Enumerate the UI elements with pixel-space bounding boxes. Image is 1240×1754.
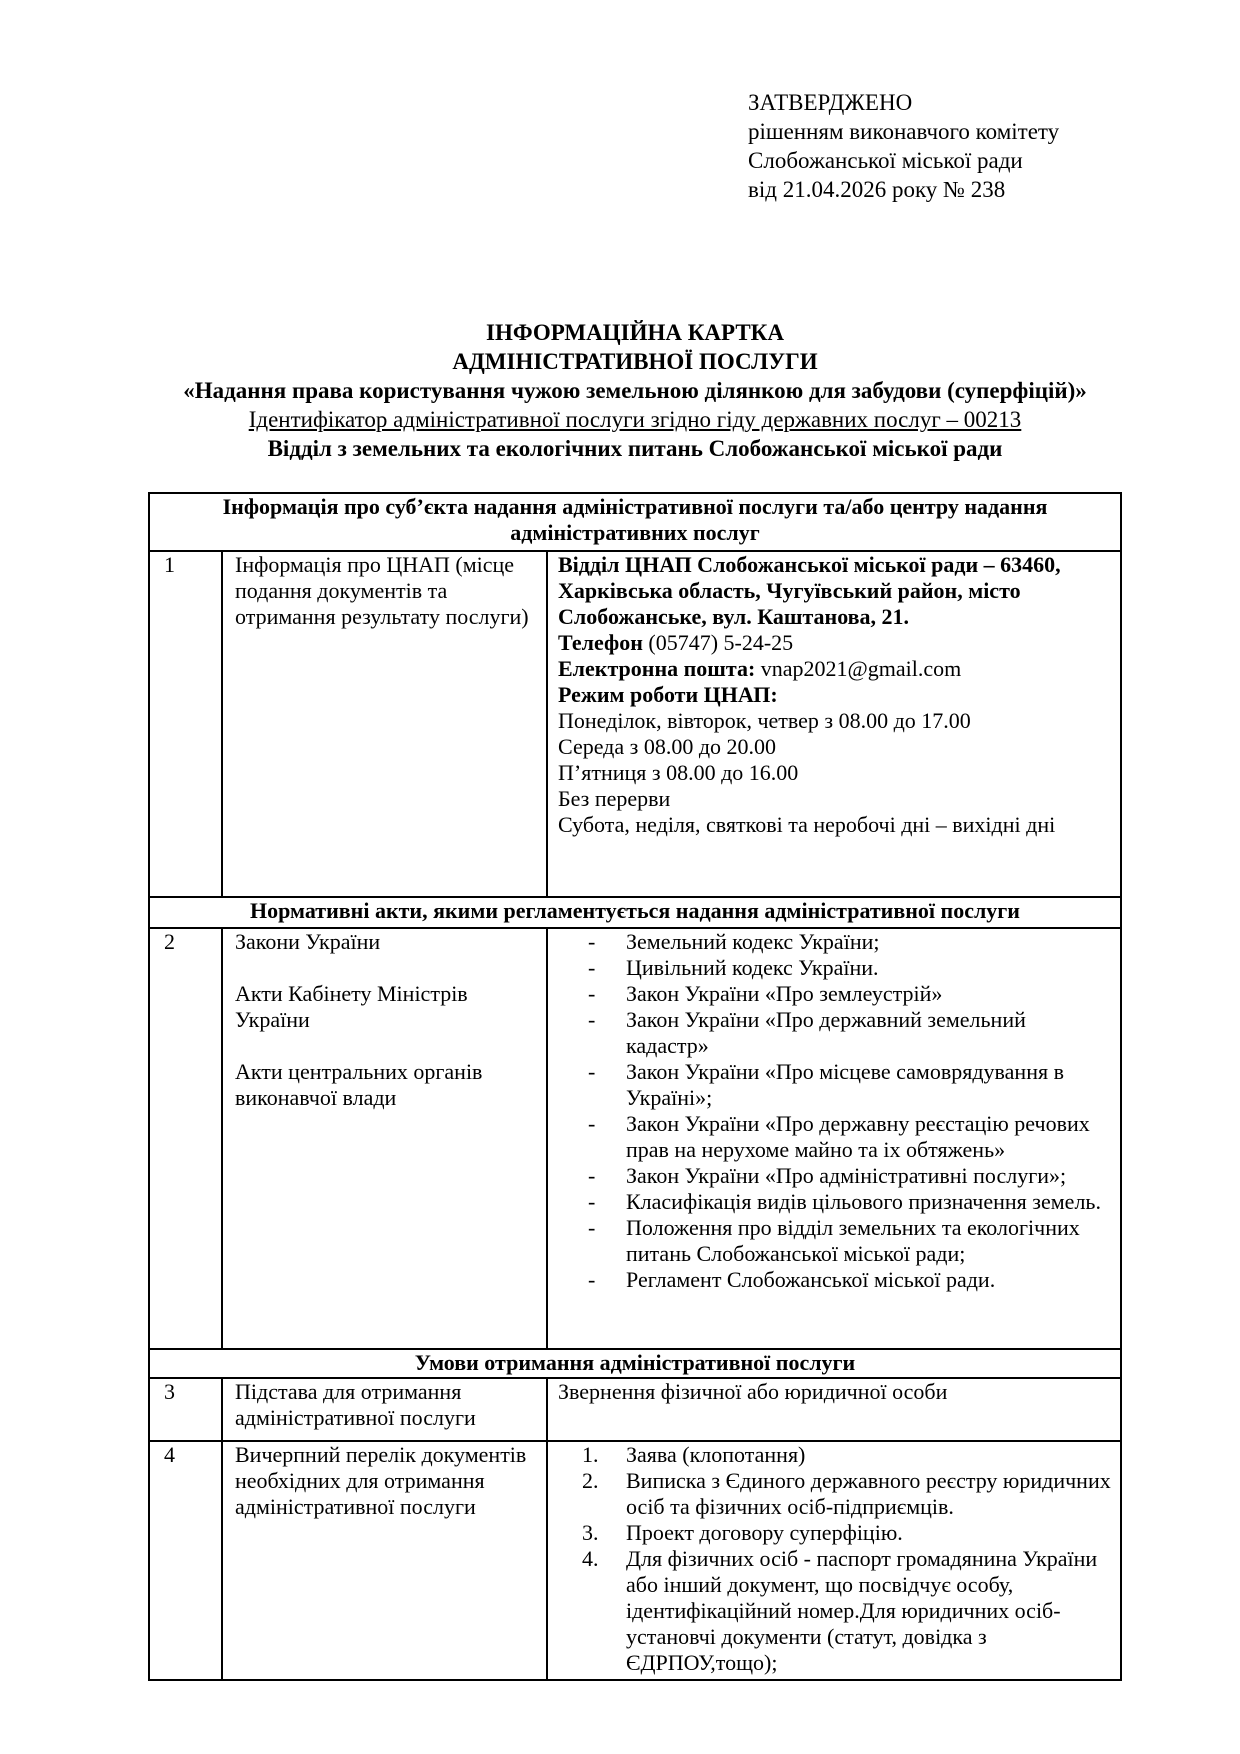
approval-stamp: [748, 88, 1059, 204]
list-item: - Земельний кодекс України;: [588, 929, 880, 954]
list-item: 2. Виписка з Єдиного державного реєстру юридичних осіб та фізичних осіб-підприємців.: [582, 1468, 1111, 1519]
phone-value: (05747) 5-24-25: [642, 630, 794, 655]
section-header-row: [149, 1349, 1121, 1378]
documents-list: [548, 1442, 1114, 1676]
table-row: [149, 1378, 1121, 1441]
schedule-line: Без перерви: [558, 786, 671, 811]
table-row: [149, 928, 1121, 1349]
list-item: 3. Проект договору суперфіцію.: [582, 1520, 903, 1545]
service-identifier: Ідентифікатор адміністративної послуги згідно гіду державних послуг – 00213: [248, 407, 1022, 432]
row-number: 4: [149, 1441, 222, 1680]
schedule-line: П’ятниця з 08.00 до 16.00: [558, 760, 799, 785]
approval-line: від 21.04.2026 року № 238: [748, 177, 1006, 202]
page-title: ІНФОРМАЦІЙНА КАРТКА: [486, 320, 784, 345]
service-name: «Надання права користування чужою земельною ділянкою для забудови (суперфіцій)»: [183, 378, 1087, 403]
row-number: 2: [149, 928, 222, 1349]
row-label: Підстава для отримання адміністративної послуги: [222, 1378, 547, 1441]
row-number: 3: [149, 1378, 222, 1441]
schedule-label: Режим роботи ЦНАП:: [558, 682, 778, 707]
schedule-line: Понеділок, вівторок, четвер з 08.00 до 17.00: [558, 708, 971, 733]
row-value: [547, 1441, 1121, 1680]
row-value: [547, 928, 1121, 1349]
list-item: - Регламент Слобожанської міської ради.: [588, 1267, 996, 1292]
list-item: - Закон України «Про державну реєстацію речових прав на нерухоме майно та іх обтяжень»: [588, 1111, 1090, 1162]
cnap-address: Відділ ЦНАП Слобожанської міської ради – 63460, Харківська область, Чугуївський район, місто Слобожанське, вул. Каштанова, 21.: [558, 552, 1061, 629]
list-item: 4. Для фізичних осіб - паспорт громадянина України або інший документ, що посвідчує особу, ідентифікаційний номер.Для юридичних осіб-установчі документи (статут, довідка з ЄДРПОУ,тощо);: [582, 1546, 1098, 1675]
department-name: Відділ з земельних та екологічних питань Слобожанської міської ради: [267, 436, 1003, 461]
row-label: Вичерпний перелік документів необхідних для отримання адміністративної послуги: [222, 1441, 547, 1680]
list-item: - Закон України «Про землеустрій»: [588, 981, 943, 1006]
email-value[interactable]: vnap2021@gmail.com: [755, 656, 962, 681]
label-laws: Закони України: [235, 929, 381, 954]
approval-line: рішенням виконавчого комітету: [748, 119, 1060, 144]
schedule-line: Субота, неділя, святкові та неробочі дні – вихідні дні: [558, 812, 1056, 837]
label-central: Акти центральних органів виконавчої влади: [235, 1059, 483, 1110]
row-number: 1: [149, 551, 222, 897]
list-item: - Класифікація видів цільового призначення земель.: [588, 1189, 1101, 1214]
legal-acts-list: [548, 929, 1114, 1293]
schedule-line: Середа з 08.00 до 20.00: [558, 734, 777, 759]
row-label: [222, 928, 547, 1349]
row-label: Інформація про ЦНАП (місце подання документів та отримання результату послуги): [222, 551, 547, 897]
section-header-row: [149, 493, 1121, 551]
table-row: [149, 1441, 1121, 1680]
list-item: - Положення про відділ земельних та екологічних питань Слобожанської міської ради;: [588, 1215, 1080, 1266]
approval-line: ЗАТВЕРДЖЕНО: [748, 90, 913, 115]
row-value: [547, 551, 1121, 897]
list-item: - Закон України «Про місцеве самоврядування в Україні»;: [588, 1059, 1064, 1110]
section-header: Інформація про суб’єкта надання адміністративної послуги та/або центру надання адміністративних послуг: [149, 493, 1121, 551]
list-item: - Цивільний кодекс України.: [588, 955, 879, 980]
section-header: Умови отримання адміністративної послуги: [149, 1349, 1121, 1378]
label-cabinet: Акти Кабінету Міністрів України: [235, 981, 468, 1032]
list-item: 1. Заява (клопотання): [582, 1442, 806, 1467]
approval-line: Слобожанської міської ради: [748, 148, 1023, 173]
phone-label: Телефон: [558, 630, 643, 655]
row-value: Звернення фізичної або юридичної особи: [547, 1378, 1121, 1441]
info-table: [148, 492, 1122, 1681]
email-label: Електронна пошта:: [558, 656, 756, 681]
section-header: Нормативні акти, якими регламентується надання адміністративної послуги: [149, 897, 1121, 928]
list-item: - Закон України «Про адміністративні послуги»;: [588, 1163, 1067, 1188]
table-row: [149, 551, 1121, 897]
document-header: [148, 318, 1122, 463]
page-subtitle: АДМІНІСТРАТИВНОЇ ПОСЛУГИ: [452, 349, 818, 374]
list-item: - Закон України «Про державний земельний кадастр»: [588, 1007, 1026, 1058]
section-header-row: [149, 897, 1121, 928]
